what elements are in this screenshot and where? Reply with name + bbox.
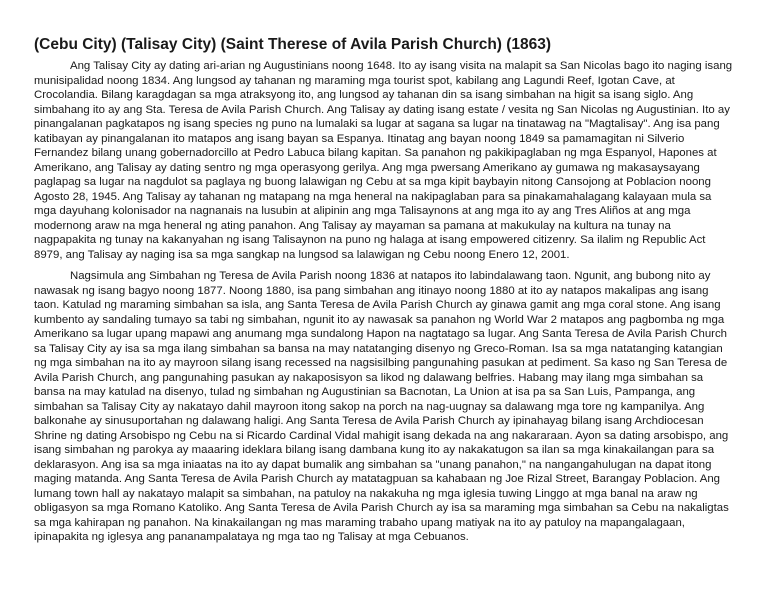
document-title: (Cebu City) (Talisay City) (Saint Therese of Avila Parish Church) (1863) [34,36,552,53]
paragraph-history: Ang Talisay City ay dating ari-arian ng Augustinians noong 1648. Ito ay isang visita na malapit sa San Nicolas bago ito naging isang munisipalidad noong 1834. Ang lungsod ay tahanan ng maraming mga tourist spot, kabilang ang Lagundi Reef, Igotan Cave, at Crocolandia. Bilang karagdagan sa mga atraksyong ito, ang lungsod ay tahanan din sa isang simbahan na higit sa isang siglo. Ang simbahang ito ay ang Sta. Teresa de Avila Parish Church. Ang Talisay ay dating isang estate / vesita ng San Nicolas ng Augustinian. Ito ay pinangalanan pagkatapos ng isang species ng puno na lumalaki sa lugar at sagana sa lugar na tinatawag na "Magtalisay". Ang isa pang katibayan ay pinangalanan ito matapos ang isang bayan sa Espanya. Itinatag ang bayan noong 1849 sa pamamagitan ni Silverio Fernandez bilang unang gobernadorcillo at Pedro Labuca bilang kapitan. Sa panahon ng pakikipaglaban ng mga Espanyol, Hapones at Amerikano, ang Talisay ay dating sentro ng mga operasyong gerilya. Ang mga pwersang Amerikano ay gumawa ng makasaysayang paglapag sa lugar na nagdulot sa paglaya ng buong lalawigan ng Cebu at sa mga kipit baybayin nitong Cansojong at Poblacion noong Agosto 28, 1945. Ang Talisay ay tahanan ng matapang na mga heneral na nakipaglaban para sa pinakamahalagang kalayaan mula sa mga dayuhang kolonisador na nagnanais na lusubin at alipinin ang mga Talisaynons at ang mga ito ay ang Tres Aliños at ang mga modernong araw na mga heneral ng ating panahon. Ang Talisay ay mayaman sa pamana at makukulay na kultura na tunay na nagpapakita ng tunay na kakanyahan ng isang Talisaynon na puno ng halaga at isang empowered citizenry. Sa ilalim ng Republic Act 8979, ang Talisay ay naging isa sa mga sangkap na lungsod sa lalawigan ng Cebu noong Enero 12, 2001. [34,60,733,261]
paragraph-church: Nagsimula ang Simbahan ng Teresa de Avila Parish noong 1836 at natapos ito labindalawang taon. Ngunit, ang bubong nito ay nawasak ng isang bagyo noong 1877. Noong 1880, isa pang simbahan ang itinayo noong 1880 at ito ay natapos makalipas ang isang taon. Katulad ng maraming simbahan sa isla, ang Santa Teresa de Avila Parish Church ay ginawa gamit ang mga coral stone. Ang isang kumbento ay sandaling tumayo sa tabi ng simbahan, ngunit ito ay nawasak sa panahon ng World War 2 matapos ang pagbomba ng mga Amerikano sa lugar upang mapawi ang anumang mga sundalong Hapon na nagtatago sa lugar. Ang Santa Teresa de Avila Parish Church sa Talisay City ay isa sa mga ilang simbahan sa bansa na may natatanging disenyo ng Greco-Roman. Isa sa mga natatanging katangian ng mga simbahan na ito ay mayroon silang isang recessed na nagsisilbing pangunahing pasukan at pediment. Sa kaso ng San Teresa de Avila Parish Church, ang pangunahing pasukan ay nakaposisyon sa likod ng dalawang belfries. Habang may ilang mga simbahan sa bansa na may katulad na disenyo, tulad ng simbahan ng Augustinian sa Bacnotan, La Union at isa pa sa San Luis, Pampanga, ang simbahan sa Talisay City ay nakatayo dahil mayroon itong sakop na porch na nag-uugnay sa dalawang mga tore ng kampanilya. Ang balkonahe ay sinusuportahan ng dalawang haligi. Ang Santa Teresa de Avila Parish Church ay ipinahayag bilang isang Archdiocesan Shrine ng dating Arsobispo ng Cebu na si Ricardo Cardinal Vidal mahigit isang dekada na ang nakararaan. Ayon sa dating arsobispo, ang isang simbahan ng parokya ay maaaring ideklara bilang isang dambana kung ito ay nakakatugon sa ilan sa mga kinakailangan para sa deklarasyon. Ang isa sa mga iniaatas na ito ay dapat bumalik ang simbahan sa "unang panahon," na nangangahulugan na dapat itong maging matanda. Ang Santa Teresa de Avila Parish Church ay matatagpuan sa kahabaan ng Joe Rizal Street, Barangay Poblacion. Ang lumang town hall ay nakatayo malapit sa simbahan, na patuloy na nakakuha ng mga iglesia tuwing Linggo at mga banal na araw ng obligasyon sa mga Romano Katoliko. Ang Santa Teresa de Avila Parish Church ay isa sa maraming mga simbahan sa Cebu na nakaligtas sa mga kahirapan ng panahon. Na kinakailangan ng mas maraming trabaho upang matiyak na ito ay patuloy na mapangalagaan, ipinapakita ng iglesya ang pananampalataya ng mga tao ng Talisay at mga Cebuanos. [34,270,729,543]
